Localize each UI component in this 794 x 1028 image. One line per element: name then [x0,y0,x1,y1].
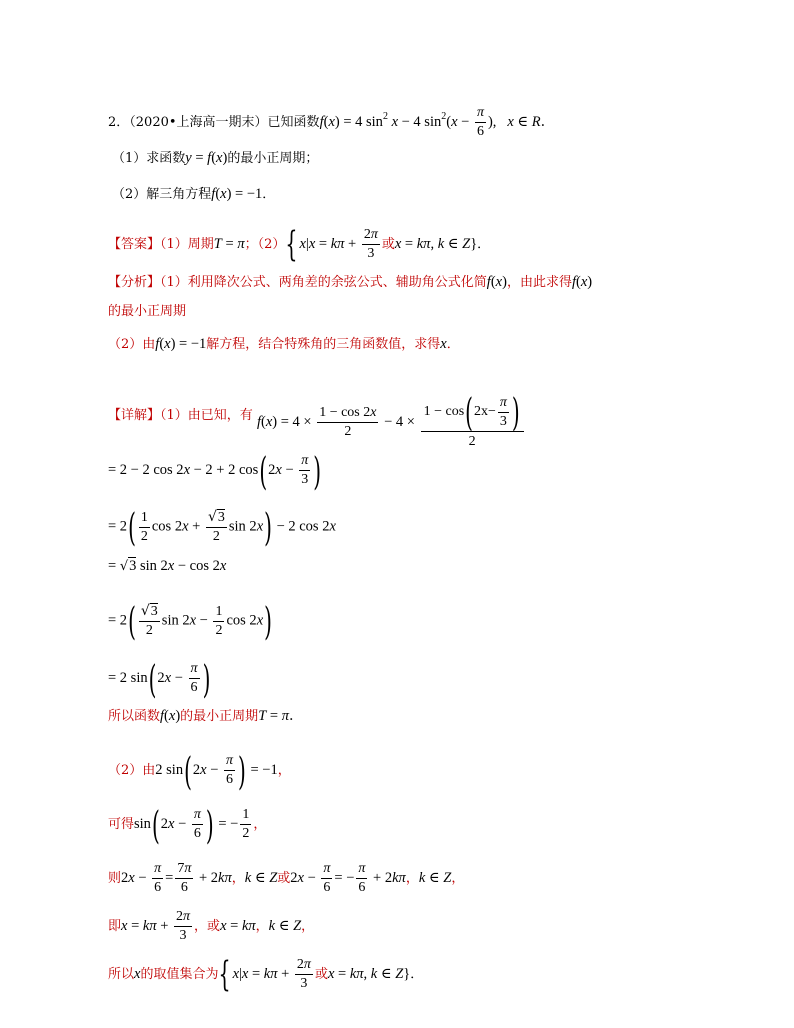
analysis-line-1: 【分析】（1）利用降次公式、两角差的余弦公式、辅助角公式化简f(x)，由此求得f(x) [108,274,593,290]
problem-line: 2．（2020•上海高一期末）已知函数f(x) = 4 $\sin^2 x - 4$ $\sin^2(x$ − $\frac{\pi}{6}$ ), x ∈ R． [108,105,556,139]
problem-part1: （1）求函数y = f(x)的最小正周期； [112,150,319,166]
analysis-label: 【分析】 [108,275,161,290]
analysis-line-3: （2）由f(x) = −1解方程，结合特殊角的三角函数值，求得x． [108,336,460,352]
final-answer: 所以x的取值集合为{ x|x = kπ + $\frac{2\pi}{3}$ 或x = kπ, k ∈ Z}． [108,954,424,995]
detail-label: 【详解】 [108,408,161,423]
step-2: = 2( $\frac{1}{2}$ cos 2x + $\frac{√3}{2}$ sin 2x) − 2 cos 2x [108,504,336,550]
problem-number: 2． [108,115,130,130]
analysis-line-2: 的最小正周期 [108,304,187,319]
detail-line-1: 【详解】（1）由已知，有 f(x) = 4 × $\frac{1 - \cos 2x}{2}$ − 4 × 1 − cos ( 2 x − $\frac{\pi}{3}$ ) 2 [108,378,526,453]
period-conclusion: 所以函数f(x)的最小正周期T = π． [108,708,304,724]
part2-get: 可得sin(2x − $\frac{\pi}{6}$ ) = − $\frac{1}{2}$ ， [108,801,267,848]
problem-part2: （2）解三角方程f(x) = −1． [112,186,276,202]
step-3: = √3 sin 2x − cos 2x [108,558,227,574]
step-1: = 2 − 2 cos 2x − 2 + 2 cos(2x − $\frac{\pi}{3}$ ) [108,447,322,494]
answer-label: 【答案】 [108,237,161,252]
part2-start: （2）由2 sin(2x − $\frac{\pi}{6}$ ) = −1， [108,747,291,794]
problem-stem: 已知函数 [267,115,320,130]
part2-then: 则2x − $\frac{\pi}{6}$ = $\frac{7\pi}{6}$ + 2kπ，k ∈ Z或2x − $\frac{\pi}{6}$ = − $\frac{\pi}{6}$ + 2kπ，k ∈ Z， [108,861,465,895]
step-4: = 2( $\frac{√3}{2}$ sin 2x − $\frac{1}{2}$ cos 2x) [108,598,272,644]
answer-line: 【答案】（1）周期T = π；（2）{ x|x = kπ + $\frac{2\pi}{3}$ 或x = kπ, k ∈ Z}． [108,224,491,265]
part2-ie: 即x = kπ + $\frac{2\pi}{3}$ ，或x = kπ，k ∈ Z， [108,909,315,943]
problem-source: （2020•上海高一期末） [129,115,268,130]
step-5: = 2 sin(2x − $\frac{\pi}{6}$ ) [108,655,211,702]
